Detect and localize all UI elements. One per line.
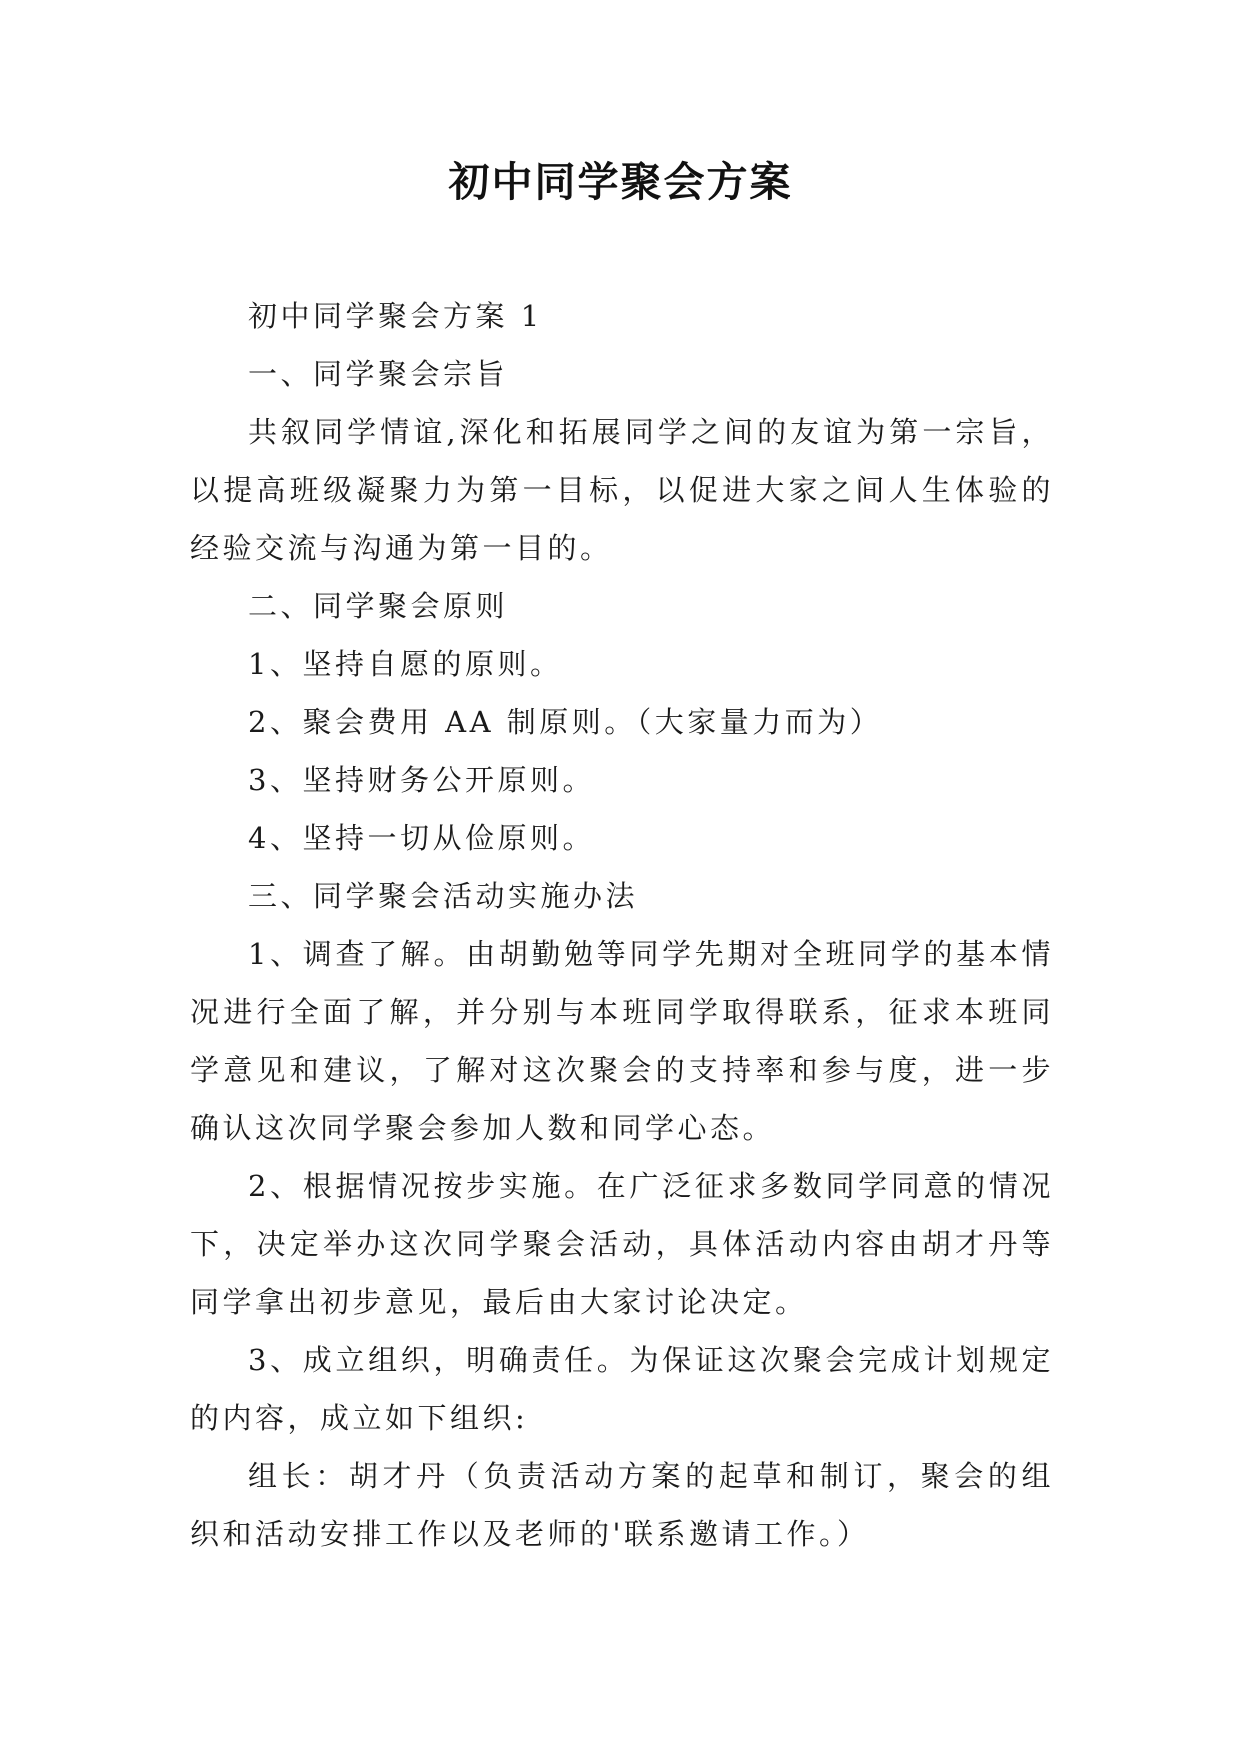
principle-item: 3、坚持财务公开原则。 xyxy=(248,763,595,797)
implementation-item: 1、调查了解。由胡勤勉等同学先期对全班同学的基本情况进行全面了解，并分别与本班同学取得联系，征求本班同学意见和建议，了解对这次聚会的支持率和参与度，进一步确认这次同学聚会参加人数和同学心态。 xyxy=(190,937,1054,1145)
paragraph-purpose: 共叙同学情谊,深化和拓展同学之间的友谊为第一宗旨，以提高班级凝聚力为第一目标，以促进大家之间人生体验的经验交流与沟通为第一目的。 xyxy=(190,415,1054,565)
implementation-item: 2、根据情况按步实施。在广泛征求多数同学同意的情况下，决定举办这次同学聚会活动，具体活动内容由胡才丹等同学拿出初步意见，最后由大家讨论决定。 xyxy=(190,1169,1054,1319)
document-title: 初中同学聚会方案 xyxy=(448,158,793,206)
organization-leader: 组长：胡才丹（负责活动方案的起草和制订，聚会的组织和活动安排工作以及老师的'联系邀请工作。） xyxy=(190,1459,1054,1551)
heading-principles: 二、同学聚会原则 xyxy=(248,589,509,623)
paragraph-subtitle: 初中同学聚会方案 1 xyxy=(248,299,543,333)
document-body xyxy=(190,287,1054,1563)
heading-purpose: 一、同学聚会宗旨 xyxy=(248,357,509,391)
principle-item: 2、聚会费用 AA 制原则。（大家量力而为） xyxy=(248,705,883,739)
implementation-item: 3、成立组织，明确责任。为保证这次聚会完成计划规定的内容，成立如下组织: xyxy=(190,1343,1054,1435)
heading-implementation: 三、同学聚会活动实施办法 xyxy=(248,879,639,913)
principle-item: 1、坚持自愿的原则。 xyxy=(248,647,563,681)
principle-item: 4、坚持一切从俭原则。 xyxy=(248,821,595,855)
